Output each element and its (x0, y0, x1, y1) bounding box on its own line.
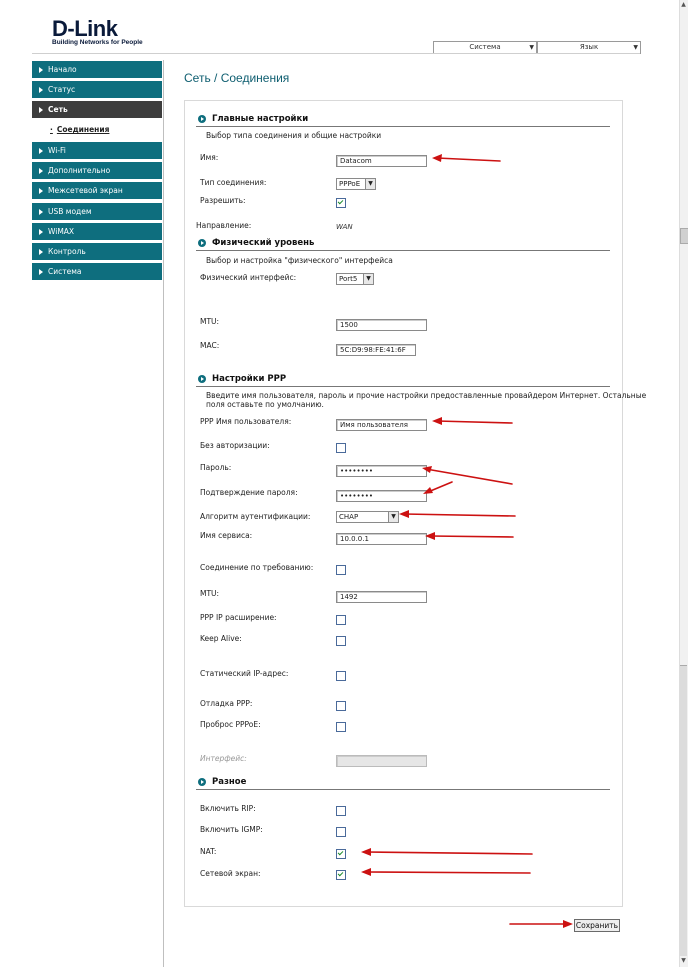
ppp-username-input[interactable]: Имя пользователя (336, 419, 427, 431)
sidebar-item-label: Соединения (56, 125, 110, 134)
on-demand-label: Соединение по требованию: (200, 563, 314, 572)
enable-label: Разрешить: (200, 196, 246, 205)
arrow-username (437, 421, 512, 423)
chevron-down-icon: ▼ (388, 512, 398, 522)
logo-text: D-Link (52, 16, 118, 41)
arrowhead-save (563, 920, 573, 928)
sidebar-item-label: Контроль (48, 247, 86, 256)
igmp-label: Включить IGMP: (200, 825, 263, 834)
password-confirm-input[interactable]: •••••••• (336, 490, 427, 502)
arrowhead-service (425, 532, 435, 540)
password-input[interactable]: •••••••• (336, 465, 427, 477)
sidebar-item-label: USB модем (48, 207, 92, 216)
name-label: Имя: (200, 153, 219, 162)
page-title: Сеть / Соединения (184, 71, 290, 85)
mtu-label: MTU: (200, 317, 220, 326)
physical-interface-label: Физический интерфейс: (200, 273, 297, 282)
keep-alive-label: Keep Alive: (200, 634, 242, 643)
arrow-firewall (366, 872, 530, 873)
arrow-password (426, 469, 512, 484)
arrow-service (430, 536, 513, 537)
sidebar-item-label: WiMAX (48, 227, 75, 236)
chevron-down-icon: ▼ (529, 44, 534, 51)
service-name-label: Имя сервиса: (200, 531, 253, 540)
arrowhead-firewall (361, 868, 371, 876)
physical-interface-value: Port5 (339, 275, 358, 283)
scrollbar-thumb[interactable] (680, 228, 688, 244)
no-auth-label: Без авторизации: (200, 441, 270, 450)
password-confirm-label: Подтверждение пароля: (200, 488, 298, 497)
arrowhead-nat (361, 848, 371, 856)
arrow-nat (366, 852, 532, 854)
ppp-ip-ext-label: PPP IP расширение: (200, 613, 277, 622)
logo-tagline: Building Networks for People (52, 39, 143, 46)
chevron-down-icon: ▼ (363, 274, 373, 284)
scroll-up-icon[interactable]: ▲ (681, 1, 686, 8)
sidebar-item-label: Статус (48, 85, 76, 94)
rip-label: Включить RIP: (200, 804, 256, 813)
scrollbar-thumb-lower[interactable] (680, 665, 687, 956)
ppp-mtu-label: MTU: (200, 589, 220, 598)
sidebar-item-label: Система (48, 267, 82, 276)
section-desc-ppp-1: Введите имя пользователя, пароль и прочие настройки предоставленные провайдером Интернет. Остальные (206, 391, 647, 400)
system-menu-label: Система (469, 43, 501, 51)
arrowhead-password (422, 466, 432, 473)
section-title-physical: Физический уровень (212, 238, 315, 248)
service-name-input[interactable]: 10.0.0.1 (336, 533, 427, 545)
bullet-icon: · (50, 125, 53, 134)
ppp-debug-label: Отладка PPP: (200, 699, 253, 708)
ppp-mtu-input[interactable]: 1492 (336, 591, 427, 603)
interface-label: Интерфейс: (200, 754, 247, 763)
chevron-down-icon: ▼ (633, 44, 638, 51)
language-menu-label: Язык (579, 43, 599, 51)
chevron-down-icon: ▼ (365, 179, 375, 189)
name-input[interactable]: Datacom (336, 155, 427, 167)
auth-algorithm-value: CHAP (339, 513, 359, 521)
section-desc-ppp-2: поля оставьте по умолчанию. (206, 400, 324, 409)
arrowhead-auth (399, 510, 409, 518)
mtu-input[interactable]: 1500 (336, 319, 427, 331)
direction-label: Направление: (196, 221, 252, 230)
arrow-auth (404, 514, 515, 516)
arrowhead-name (432, 154, 442, 162)
scroll-down-icon[interactable]: ▼ (681, 957, 686, 964)
mac-label: MAC: (200, 341, 220, 350)
sidebar-item-label: Дополнительно (48, 166, 111, 175)
sidebar-item-label: Wi-Fi (48, 146, 66, 155)
section-desc-main: Выбор типа соединения и общие настройки (206, 131, 382, 140)
section-desc-physical: Выбор и настройка "физического" интерфейса (206, 256, 393, 265)
save-button[interactable]: Сохранить (575, 921, 619, 930)
section-title-misc: Разное (212, 777, 247, 787)
static-ip-label: Статический IP-адрес: (200, 669, 289, 678)
ppp-username-label: PPP Имя пользователя: (200, 417, 292, 426)
mac-input[interactable]: 5C:D9:98:FE:41:6F (336, 344, 416, 356)
sidebar-item-label: Межсетевой экран (48, 186, 123, 195)
password-label: Пароль: (200, 463, 232, 472)
firewall-label: Сетевой экран: (200, 869, 261, 878)
section-title-main: Главные настройки (212, 114, 309, 124)
connection-type-label: Тип соединения: (200, 178, 267, 187)
pppoe-passthrough-label: Проброс PPPoE: (200, 720, 261, 729)
sidebar-item-label: Сеть (48, 105, 68, 114)
arrow-name (437, 158, 500, 161)
nat-label: NAT: (200, 847, 217, 856)
arrowhead-username (432, 417, 442, 425)
connection-type-value: PPPoE (339, 180, 361, 188)
sidebar-item-label: Начало (48, 65, 77, 74)
auth-algorithm-label: Алгоритм аутентификации: (200, 512, 311, 521)
section-title-ppp: Настройки PPP (212, 374, 287, 384)
arrowhead-confirm (423, 487, 433, 494)
direction-value: WAN (336, 223, 353, 231)
